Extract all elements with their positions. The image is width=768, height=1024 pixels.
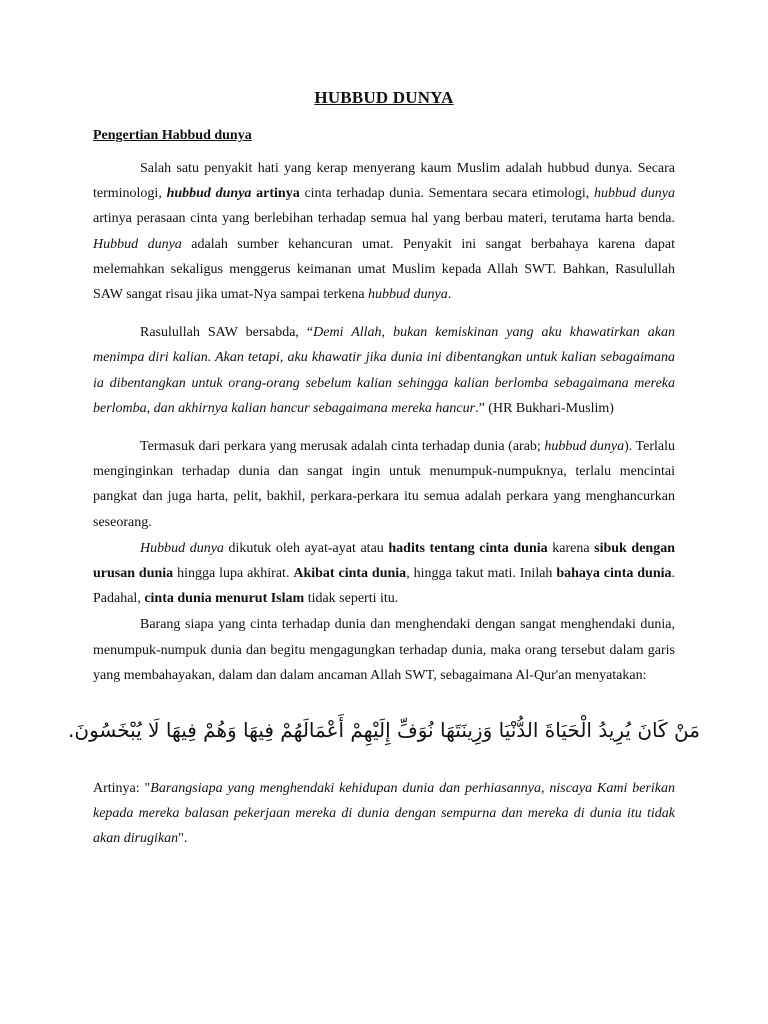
paragraph-destroying-matters: Termasuk dari perkara yang merusak adalah cinta terhadap dunia (arab; hubbud dunya). Terlalu menginginkan terhadap dunia dan sangat ingin untuk menumpuk-numpuknya, terlalu mencintai pangkat dan juga harta, pelit, bakhil, perkara-perkara itu semua adalah perkara yang menghancurkan seseorang.: [93, 439, 675, 530]
paragraph-condemned: Hubbud dunya dikutuk oleh ayat-ayat atau hadits tentang cinta dunia karena sibuk dengan urusan dunia hingga lupa akhirat. Akibat cinta dunia, hingga takut mati. Inilah bahaya cinta dunia. Padahal, cinta dunia menurut Islam tidak seperti itu.: [93, 540, 676, 607]
section-heading: Pengertian Habbud dunya: [93, 128, 252, 143]
paragraph-warning: Barang siapa yang cinta terhadap dunia dan menghendaki dengan sangat menghendaki dunia, menumpuk-numpuk dunia dan begitu mengagungkan terhadap dunia, maka orang tersebut dalam garis yang membahayakan, dalam dan dalam ancaman Allah SWT, sebagaimana Al-Qur'an menyatakan:: [93, 617, 675, 683]
paragraph-translation: Artinya: "Barangsiapa yang menghendaki kehidupan dunia dan perhiasannya, niscaya Kami berikan kepada mereka balasan pekerjaan mereka di dunia dengan sempurna dan mereka di dunia itu tidak akan dirugikan".: [93, 781, 675, 847]
paragraph-hadith: Rasulullah SAW bersabda, “Demi Allah, bukan kemiskinan yang aku khawatirkan akan menimpa diri kalian. Akan tetapi, aku khawatir jika dunia ini dibentangkan untuk kalian sebagaimana ia dibentangkan untuk orang-orang sebelum kalian sehingga kalian berlomba sebagaimana mereka berlomba, dan akhirnya kalian hancur sebagaimana mereka hancur.” (HR Bukhari-Muslim): [93, 325, 675, 416]
document-title: HUBBUD DUNYA: [314, 88, 454, 107]
paragraph-definition: Salah satu penyakit hati yang kerap menyerang kaum Muslim adalah hubbud dunya. Secara terminologi, hubbud dunya artinya cinta terhadap dunia. Sementara secara etimologi, hubbud dunya artinya perasaan cinta yang berlebihan terhadap semua hal yang berbau materi, terutama harta benda. Hubbud dunya adalah sumber kehancuran umat. Penyakit ini sangat berbahaya karena dapat melemahkan sekaligus menggerus keimanan umat Muslim kepada Allah SWT. Bahkan, Rasulullah SAW sangat risau jika umat-Nya sampai terkena hubbud dunya.: [93, 161, 676, 303]
quran-verse-arabic: مَنْ كَانَ يُرِيدُ الْحَيَاةَ الدُّنْيَا وَزِينَتَهَا نُوَفِّ إِلَيْهِمْ أَعْمَالَهُمْ فِيهَا وَهُمْ فِيهَا لَا يُبْخَسُونَ.: [68, 718, 700, 743]
document-page: [68, 88, 700, 852]
